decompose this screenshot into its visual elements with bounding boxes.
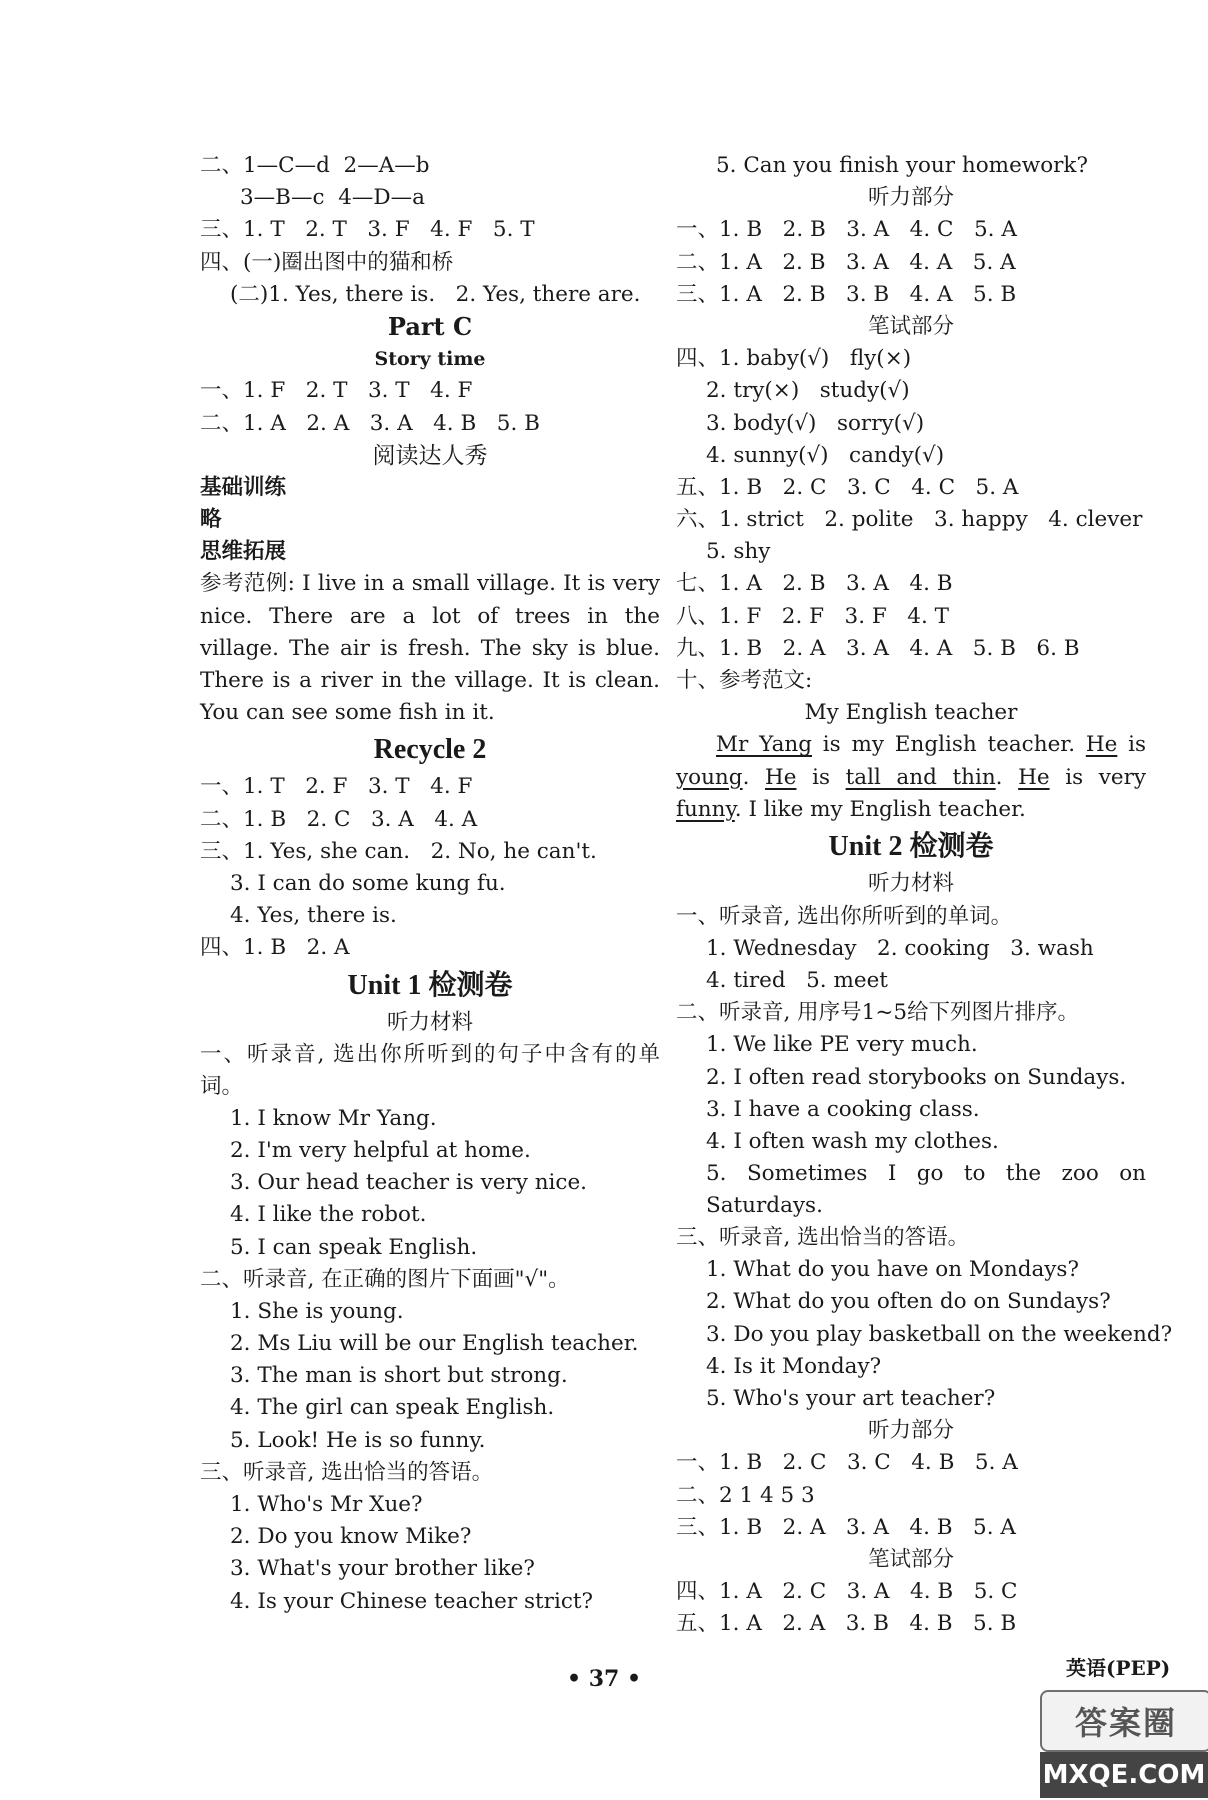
sample-essay: 参考范例: I live in a small village. It is very nice. There are a lot of trees in the village. The air is fresh. The sky is blue. There is a river in the village. It is clean. You can see some fish in it. [200, 571, 660, 726]
subsection-heading: 基础训练 [200, 474, 287, 500]
answer-line: 2. I'm very helpful at home. [230, 1137, 531, 1163]
answer-line: 三、1. Yes, she can. 2. No, he can't. [200, 838, 597, 864]
answer-line: 五、1. B 2. C 3. C 4. C 5. A [676, 474, 1019, 500]
subsection-heading: 听力材料 [386, 1009, 473, 1035]
essay-text: . I like my English teacher. [734, 796, 1026, 822]
subsection-heading: 听力部分 [867, 185, 954, 211]
watermark-logo [1040, 1690, 1208, 1800]
answer-line: 1. Who's Mr Xue? [230, 1492, 423, 1517]
subsection-heading: 思维拓展 [200, 539, 287, 565]
answer-line: 3. I can do some kung fu. [230, 871, 506, 896]
essay-text: . [742, 764, 765, 790]
essay-text: is very [1049, 764, 1147, 790]
answer-line: 三、1. B 2. A 3. A 4. B 5. A [676, 1514, 1016, 1540]
subsection-heading: 听力材料 [867, 871, 954, 897]
essay-text: is [1117, 732, 1146, 758]
section-heading: Recycle 2 [373, 734, 487, 766]
answer-line: 4. tired 5. meet [706, 967, 888, 993]
underlined-word: He [1085, 732, 1118, 758]
page-number: • 37 • [566, 1666, 642, 1692]
answer-line: 3. What's your brother like? [230, 1556, 535, 1582]
answer-line: 3. Our head teacher is very nice. [230, 1170, 588, 1196]
underlined-word: He [765, 764, 797, 790]
answer-line: 1. What do you have on Mondays? [706, 1257, 1079, 1283]
answer-line: 5. Who's your art teacher? [706, 1386, 996, 1411]
answer-line: 5. Sometimes I go to the zoo on Saturdays. [706, 1161, 1146, 1219]
answer-line: 二、2 1 4 5 3 [676, 1482, 815, 1508]
underlined-word: Mr Yang [716, 732, 813, 758]
answer-line: 2. Ms Liu will be our English teacher. [230, 1331, 639, 1357]
question-line: 三、听录音, 选出恰当的答语。 [676, 1225, 970, 1251]
answer-line: 十、参考范文: [676, 668, 813, 693]
essay-text: . [995, 764, 1019, 790]
question-line: 一、听录音, 选出你所听到的单词。 [676, 903, 1013, 929]
section-heading: Unit 2 检测卷 [828, 831, 994, 863]
section-heading: Unit 1 检测卷 [347, 969, 513, 1001]
answer-line: 2. Do you know Mike? [230, 1524, 472, 1550]
answer-line: 六、1. strict 2. polite 3. happy 4. clever [676, 507, 1143, 533]
answer-line: 5. shy [706, 539, 771, 565]
answer-line: 2. try(×) study(√) [706, 378, 910, 404]
subsection-heading: 笔试部分 [867, 313, 954, 339]
question-line: 二、听录音, 用序号1~5给下列图片排序。 [676, 1000, 1080, 1026]
watermark-url: MXQE.COM [1040, 1752, 1208, 1798]
answer-line: 八、1. F 2. F 3. F 4. T [676, 603, 949, 629]
answer-line: 一、1. B 2. C 3. C 4. B 5. A [676, 1450, 1018, 1476]
answer-line: 4. Is it Monday? [706, 1353, 882, 1379]
answer-line: 3. body(√) sorry(√) [706, 410, 925, 436]
answer-line: 2. I often read storybooks on Sundays. [706, 1064, 1127, 1090]
underlined-word: He [1018, 764, 1050, 790]
answer-line: (二)1. Yes, there is. 2. Yes, there are. [230, 281, 641, 307]
answer-line: 四、1. A 2. C 3. A 4. B 5. C [676, 1579, 1018, 1605]
essay-title: My English teacher [804, 700, 1018, 726]
answer-line: 二、1. A 2. A 3. A 4. B 5. B [200, 410, 540, 436]
answer-line: 一、1. T 2. F 3. T 4. F [200, 774, 473, 800]
answer-line: 3. The man is short but strong. [230, 1363, 568, 1389]
section-heading: 阅读达人秀 [372, 442, 488, 469]
answer-line: 2. What do you often do on Sundays? [706, 1289, 1111, 1315]
answer-line: 3. I have a cooking class. [706, 1096, 980, 1122]
answer-line: 4. I like the robot. [230, 1202, 427, 1228]
question-line: 三、听录音, 选出恰当的答语。 [200, 1459, 494, 1485]
essay-text: is my English teacher. [812, 732, 1086, 758]
left-column [200, 150, 660, 1618]
underlined-word: funny [676, 796, 735, 822]
answer-line: 1. I know Mr Yang. [230, 1105, 437, 1131]
answer-line: 一、1. B 2. B 3. A 4. C 5. A [676, 217, 1017, 243]
answer-line: 四、1. B 2. A [200, 935, 350, 961]
answer-line: 5. Can you finish your homework? [716, 153, 1088, 178]
answer-line: 三、1. A 2. B 3. B 4. A 5. B [676, 281, 1017, 307]
answer-line: 5. Look! He is so funny. [230, 1427, 486, 1453]
answer-line: 一、1. F 2. T 3. T 4. F [200, 378, 473, 404]
underlined-word: tall and thin [845, 764, 996, 790]
answer-line: 3—B—c 4—D—a [240, 185, 425, 211]
answer-line: 九、1. B 2. A 3. A 4. A 5. B 6. B [676, 635, 1080, 661]
section-heading: Part C [387, 311, 473, 341]
answer-line: 二、1. B 2. C 3. A 4. A [200, 806, 478, 832]
answer-line: 七、1. A 2. B 3. A 4. B [676, 571, 953, 597]
answer-line: 1. She is young. [230, 1298, 404, 1324]
answer-line: 三、1. T 2. T 3. F 4. F 5. T [200, 217, 535, 243]
answer-line: 1. Wednesday 2. cooking 3. wash [706, 935, 1094, 961]
answer-line: 略 [200, 507, 222, 533]
underlined-word: young [676, 764, 743, 790]
answer-line: 5. I can speak English. [230, 1234, 478, 1260]
answer-line: 二、1. A 2. B 3. A 4. A 5. A [676, 249, 1016, 275]
question-line: 一、听录音, 选出你所听到的句子中含有的单词。 [200, 1041, 660, 1099]
answer-line: 4. Is your Chinese teacher strict? [230, 1588, 594, 1614]
answer-line: 1. We like PE very much. [706, 1032, 978, 1058]
answer-line: 四、1. baby(√) fly(×) [676, 346, 912, 372]
answer-line: 四、(一)圈出图中的猫和桥 [200, 249, 454, 275]
right-column [676, 150, 1173, 1641]
answer-line: 3. Do you play basketball on the weekend? [706, 1321, 1173, 1347]
essay-body [676, 729, 1146, 826]
answer-line: 4. I often wash my clothes. [706, 1128, 999, 1154]
answer-line: 二、1—C—d 2—A—b [200, 153, 430, 178]
answer-line: 4. sunny(√) candy(√) [706, 442, 945, 468]
answer-line: 五、1. A 2. A 3. B 4. B 5. B [676, 1611, 1017, 1637]
question-line: 二、听录音, 在正确的图片下面画"√"。 [200, 1266, 570, 1292]
watermark-logo-text: 答案圈 [1040, 1690, 1208, 1752]
answer-line: 4. The girl can speak English. [230, 1395, 555, 1421]
subsection-heading: Story time [374, 348, 486, 371]
subsection-heading: 笔试部分 [867, 1546, 954, 1572]
essay-text: is [796, 764, 846, 790]
subsection-heading: 听力部分 [867, 1418, 954, 1444]
answer-line: 4. Yes, there is. [230, 903, 397, 929]
subject-label: 英语(PEP) [1066, 1656, 1171, 1680]
